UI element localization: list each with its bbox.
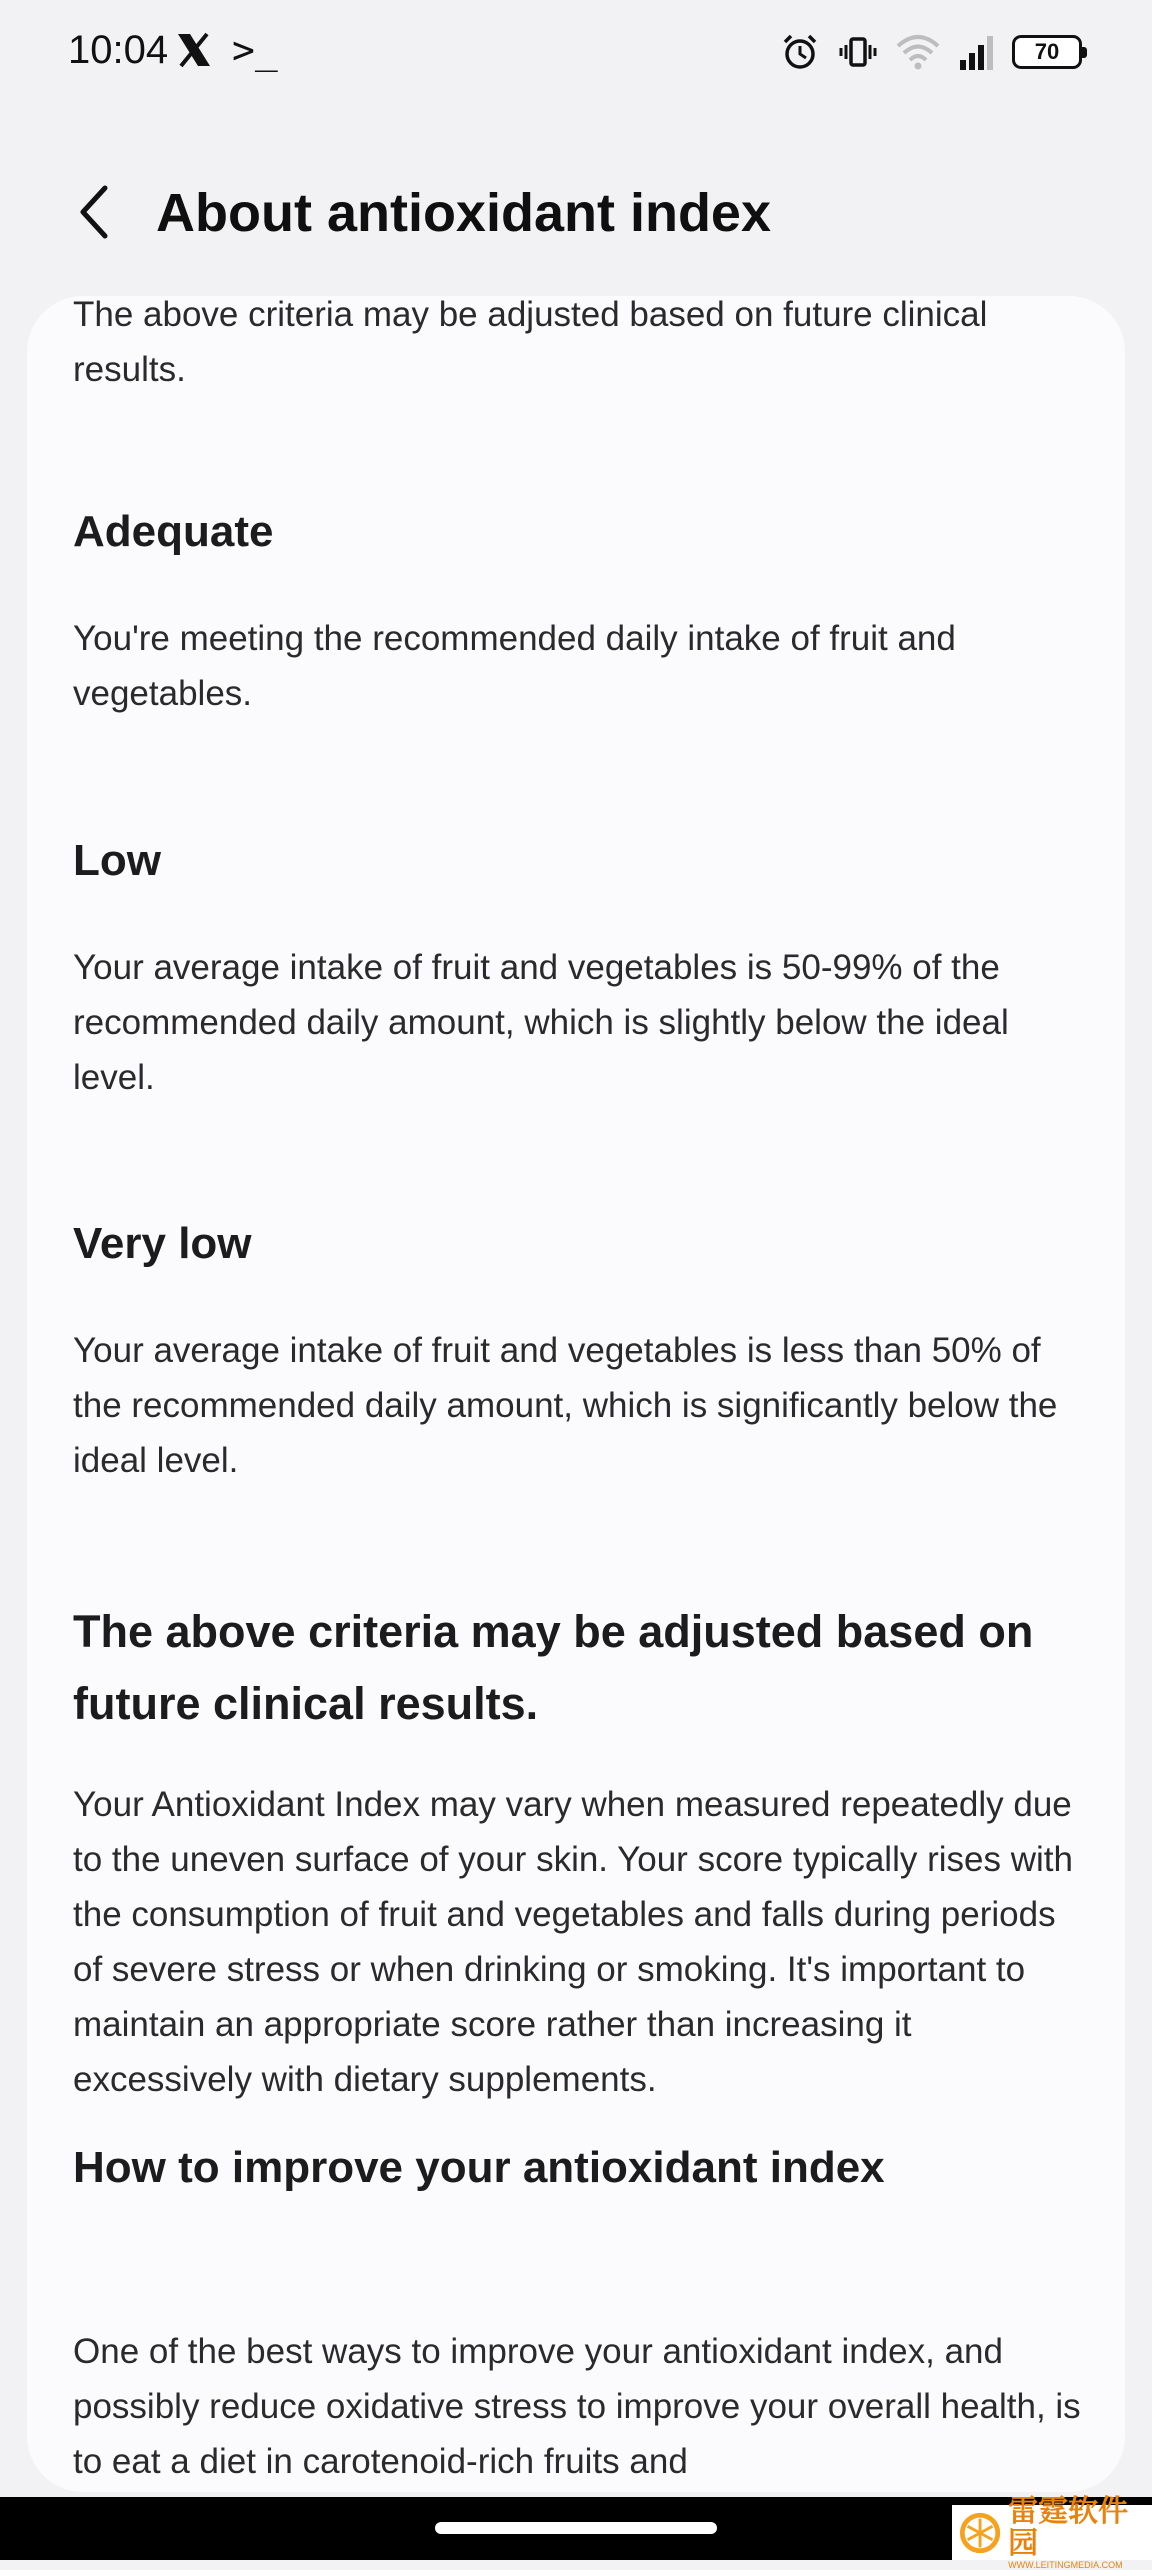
watermark-text: 雷霆软件园 bbox=[1008, 2494, 1129, 2560]
heading-adequate: Adequate bbox=[73, 507, 274, 556]
content-card[interactable] bbox=[27, 296, 1125, 2492]
heading-very-low: Very low bbox=[73, 1219, 252, 1268]
back-button[interactable] bbox=[66, 182, 122, 242]
terminal-icon: >_ bbox=[232, 28, 278, 72]
alarm-icon bbox=[780, 32, 820, 72]
orange-logo-icon bbox=[958, 2510, 1002, 2556]
status-time: 10:04 bbox=[68, 28, 169, 72]
heading-low: Low bbox=[73, 836, 161, 885]
watermark-text-block bbox=[1008, 2496, 1152, 2570]
intro-text: The above criteria may be adjusted based on future clinical results. bbox=[73, 296, 988, 389]
criteria-text: Your Antioxidant Index may vary when measured repeatedly due to the uneven surface of your skin. Your score typically rises with the consumption of fruit and vegetables and falls during periods of severe stress or when drinking or smoking. It's important to maintain an appropriate score rather than increasing it excessively with dietary supplements. bbox=[73, 1785, 1073, 2099]
vibrate-icon bbox=[838, 32, 878, 72]
chevron-left-icon bbox=[77, 184, 111, 240]
very-low-text: Your average intake of fruit and vegetables is less than 50% of the recommended daily amount, which is significantly below the ideal level. bbox=[73, 1331, 1058, 1480]
status-bar bbox=[0, 0, 1152, 110]
home-handle[interactable] bbox=[435, 2522, 717, 2534]
signal-icon bbox=[958, 32, 994, 72]
header bbox=[0, 170, 1152, 260]
heading-criteria: The above criteria may be adjusted based on future clinical results. bbox=[73, 1606, 1034, 1729]
heading-improve: How to improve your antioxidant index bbox=[73, 2143, 885, 2192]
x-app-icon bbox=[174, 30, 214, 70]
watermark bbox=[952, 2494, 1152, 2570]
battery-icon: 70 bbox=[1012, 35, 1082, 69]
improve-text: One of the best ways to improve your antioxidant index, and possibly reduce oxidative stress to improve your overall health, is to eat a diet in carotenoid-rich fruits and bbox=[73, 2332, 1081, 2481]
status-icons bbox=[780, 30, 1082, 74]
watermark-sub: WWW.LEITINGMEDIA.COM bbox=[1008, 2559, 1123, 2570]
adequate-text: You're meeting the recommended daily intake of fruit and vegetables. bbox=[73, 619, 956, 713]
page-title: About antioxidant index bbox=[156, 183, 771, 243]
low-text: Your average intake of fruit and vegetables is 50-99% of the recommended daily amount, which is slightly below the ideal level. bbox=[73, 948, 1009, 1097]
wifi-icon bbox=[896, 32, 940, 72]
